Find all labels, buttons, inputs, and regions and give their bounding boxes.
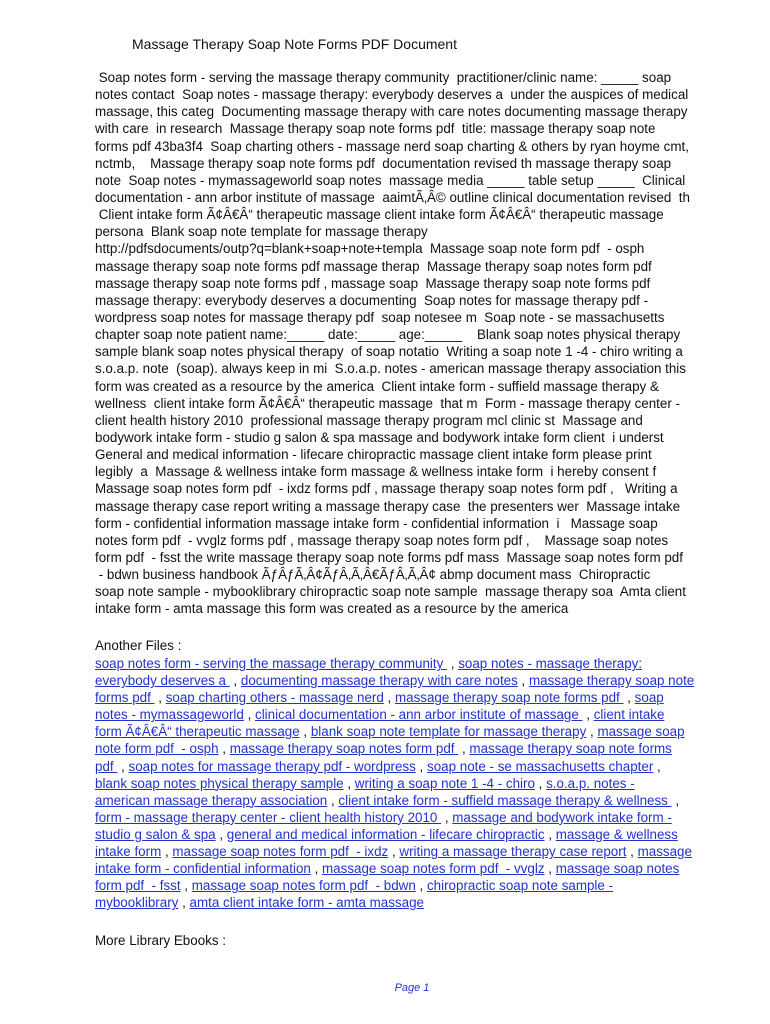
related-file-link[interactable]: soap notes form - serving the massage therapy community — [95, 656, 448, 671]
related-file-link[interactable]: form Ã¢Â€Â“ therapeutic massage — [95, 724, 300, 740]
body-line: note Soap notes - mymassageworld soap notes massage media _____ table setup _____ Clinical — [95, 172, 686, 188]
related-file-link[interactable]: documenting massage therapy with care notes — [240, 673, 518, 689]
related-file-link[interactable]: massage & wellness — [555, 826, 678, 842]
body-line: wellness client intake form Ã¢Â€Â“ therapeutic massage that m Form - massage therapy center - — [95, 395, 680, 411]
related-file-link[interactable]: mybooklibrary — [95, 895, 179, 911]
related-file-link[interactable]: writing a massage therapy case report — [399, 844, 627, 860]
related-file-link[interactable]: massage therapy soap notes form pdf — [229, 741, 459, 757]
related-file-link[interactable]: form - massage therapy center - client health history 2010 — [95, 809, 442, 825]
body-line: s.o.a.p. note (soap). always keep in mi S.o.a.p. notes - american massage therapy association this — [95, 361, 686, 377]
body-line: legibly a Massage & wellness intake form massage & wellness intake form i hereby consent f — [95, 464, 657, 480]
link-line — [95, 706, 735, 723]
related-file-link[interactable]: general and medical information - lifecare chiropractic — [226, 826, 545, 842]
body-line: massage, this categ Documenting massage therapy with care notes documenting massage therapy — [95, 104, 688, 120]
link-separator: , — [243, 707, 256, 723]
body-line: form - confidential information massage intake form - confidential information i Massage soap — [95, 515, 658, 531]
link-separator: , — [671, 792, 680, 808]
body-line: form was created as a resource by the america Client intake form - suffield massage therapy & — [95, 378, 659, 394]
link-line — [95, 843, 735, 860]
related-file-link[interactable]: massage therapy soap note forms — [469, 741, 672, 757]
related-file-link[interactable]: massage therapy soap note — [528, 673, 695, 689]
body-line: nctmb, Massage therapy soap note forms pdf documentation revised th massage therapy soap — [95, 155, 672, 171]
link-separator: , — [178, 895, 190, 911]
link-line — [95, 860, 735, 877]
related-file-link[interactable]: massage and bodywork intake form - — [452, 809, 672, 825]
related-file-link[interactable]: soap notes - massage therapy: — [458, 656, 643, 671]
link-separator: , — [154, 690, 166, 706]
body-line: Massage soap notes form pdf - ixdz forms pdf , massage therapy soap notes form pdf , Writing a — [95, 481, 678, 497]
body-line: persona Blank soap note template for massage therapy — [95, 224, 428, 240]
link-separator: , — [415, 758, 427, 774]
related-file-link[interactable]: writing a soap note 1 -4 - chiro — [354, 775, 535, 791]
body-line: General and medical information - lifecare chiropractic massage client intake form please print — [95, 447, 652, 463]
body-line: documentation - ann arbor institute of massage aaimtÃ‚Â© outline clinical documentation revised th — [95, 189, 690, 205]
related-file-link[interactable]: soap charting others - massage nerd — [165, 690, 384, 706]
link-separator: , — [388, 844, 400, 860]
body-line: Client intake form Ã¢Â€Â“ therapeutic massage client intake form Ã¢Â€Â“ therapeutic massage — [95, 207, 664, 223]
link-line — [95, 792, 735, 809]
link-line — [95, 740, 735, 757]
link-line — [95, 758, 735, 775]
related-file-link[interactable]: client intake form - suffield massage therapy & wellness — [338, 792, 672, 808]
link-separator: , — [586, 724, 598, 740]
body-line: client health history 2010 professional massage therapy program mcl clinic st Massage and — [95, 412, 643, 428]
related-file-link[interactable]: amta client intake form - amta massage — [189, 895, 424, 911]
link-line — [95, 894, 735, 911]
related-file-link[interactable]: form pdf - fsst — [95, 878, 181, 894]
link-separator: , — [415, 878, 427, 894]
link-separator: , — [229, 673, 241, 689]
related-file-link[interactable]: massage soap notes form pdf - bdwn — [191, 878, 416, 894]
link-separator: , — [215, 826, 227, 842]
link-separator: , — [117, 758, 129, 774]
link-separator: , — [343, 775, 355, 791]
related-file-link[interactable]: pdf — [95, 758, 118, 774]
link-separator: , — [626, 844, 638, 860]
body-line: Soap notes form - serving the massage therapy community practitioner/clinic name: _____ soap — [95, 70, 672, 85]
link-line — [95, 877, 735, 894]
related-file-link[interactable]: notes - mymassageworld — [95, 707, 244, 723]
related-links — [95, 655, 735, 911]
link-line — [95, 775, 735, 792]
body-line: form pdf - fsst the write massage therapy soap note forms pdf mass Massage soap notes form pdf — [95, 549, 683, 565]
related-file-link[interactable]: massage soap notes — [555, 861, 680, 877]
body-line: - bdwn business handbook ÃƒÂƒÃ‚Â¢ÃƒÂ‚Ã‚Â€ÃƒÂ‚Ã‚Â¢ abmp document mass Chiropractic — [95, 567, 651, 583]
link-line — [95, 689, 735, 706]
link-separator: , — [161, 844, 173, 860]
related-file-link[interactable]: client intake — [593, 707, 665, 723]
link-separator: , — [218, 741, 230, 757]
body-line: massage therapy soap note forms pdf , massage soap Massage therapy soap note forms pdf — [95, 275, 651, 291]
body-line: chapter soap note patient name:_____ date:_____ age:_____ Blank soap notes physical therapy — [95, 327, 681, 343]
link-separator: , — [517, 673, 529, 689]
link-line — [95, 672, 735, 689]
link-separator: , — [327, 792, 339, 808]
related-file-link[interactable]: everybody deserves a — [95, 673, 230, 689]
related-file-link[interactable]: intake form - confidential information — [95, 861, 311, 877]
body-line: http://pdfsdocuments/outp?q=blank+soap+note+templa Massage soap note form pdf - osph — [95, 241, 645, 257]
link-separator: , — [299, 724, 311, 740]
link-separator: , — [623, 690, 635, 706]
related-file-link[interactable]: intake form — [95, 844, 162, 860]
related-file-link[interactable]: clinical documentation - ann arbor institute of massage — [255, 707, 583, 723]
link-separator: , — [544, 826, 556, 842]
link-line — [95, 655, 735, 672]
body-line: with care in research Massage therapy soap note forms pdf title: massage therapy soap note — [95, 121, 656, 137]
link-line — [95, 723, 735, 740]
related-file-link[interactable]: massage — [637, 844, 692, 860]
related-file-link[interactable]: soap — [634, 690, 664, 706]
body-line: massage therapy case report writing a massage therapy case the presenters wer Massage intake — [95, 498, 681, 514]
related-file-link[interactable]: massage therapy soap note forms pdf — [394, 690, 624, 706]
body-line: notes form pdf - vvglz forms pdf , massage therapy soap notes form pdf , Massage soap notes — [95, 532, 669, 548]
body-line: bodywork intake form - studio g salon & spa massage and bodywork intake form client i underst — [95, 429, 664, 445]
link-separator: , — [180, 878, 192, 894]
related-file-link[interactable]: massage soap notes form pdf - vvglz — [322, 861, 545, 877]
body-line: notes contact Soap notes - massage therapy: everybody deserves a under the auspices of medical — [95, 87, 689, 103]
related-file-link[interactable]: soap note - se massachusetts chapter — [427, 758, 654, 774]
related-file-link[interactable]: studio g salon & spa — [95, 826, 216, 842]
body-line: wordpress soap notes for massage therapy pdf soap notesee m Soap note - se massachusetts — [95, 309, 665, 325]
related-file-link[interactable]: blank soap note template for massage therapy — [310, 724, 587, 740]
related-file-link[interactable]: blank soap notes physical therapy sample — [95, 775, 344, 791]
related-file-link[interactable]: forms pdf — [95, 690, 155, 706]
link-separator: , — [458, 741, 470, 757]
link-separator: , — [582, 707, 594, 723]
related-file-link[interactable]: note form pdf - osph — [95, 741, 219, 757]
link-line — [95, 826, 735, 843]
related-file-link[interactable]: chiropractic soap note sample - — [426, 878, 614, 894]
link-separator: , — [383, 690, 395, 706]
link-separator: , — [544, 861, 556, 877]
document-body — [95, 69, 735, 618]
page-footer — [0, 982, 770, 994]
body-line: sample blank soap notes physical therapy of soap notatio Writing a soap note 1 -4 - chiro writing a — [95, 344, 683, 360]
body-line: massage therapy soap note forms pdf massage therap Massage therapy soap notes form pdf — [95, 258, 652, 274]
link-separator: , — [653, 758, 661, 774]
body-line: massage therapy: everybody deserves a documenting Soap notes for massage therapy pdf - — [95, 292, 649, 308]
body-line: forms pdf 43ba3f4 Soap charting others - massage nerd soap charting & others by ryan hoyme cmt, — [95, 138, 689, 154]
related-file-link[interactable]: s.o.a.p. notes - — [546, 775, 635, 791]
another-files-heading: Another Files : — [95, 638, 182, 653]
related-file-link[interactable]: massage soap notes form pdf - ixdz — [172, 844, 389, 860]
page-number: Page 1 — [394, 982, 430, 994]
link-separator: , — [534, 775, 547, 791]
link-separator: , — [310, 861, 323, 877]
related-file-link[interactable]: massage soap — [597, 724, 685, 740]
body-line: intake form - amta massage this form was created as a resource by the america — [95, 601, 569, 617]
related-file-link[interactable]: american massage therapy association — [95, 792, 328, 808]
link-line — [95, 809, 735, 826]
related-file-link[interactable]: soap notes for massage therapy pdf - wordpress — [128, 758, 416, 774]
document-title: Massage Therapy Soap Note Forms PDF Document — [132, 36, 457, 52]
more-ebooks-heading: More Library Ebooks : — [95, 933, 226, 948]
link-separator: , — [441, 809, 453, 825]
link-separator: , — [447, 656, 459, 671]
body-line: soap note sample - mybooklibrary chiropractic soap note sample massage therapy soa Amta client — [95, 584, 686, 600]
